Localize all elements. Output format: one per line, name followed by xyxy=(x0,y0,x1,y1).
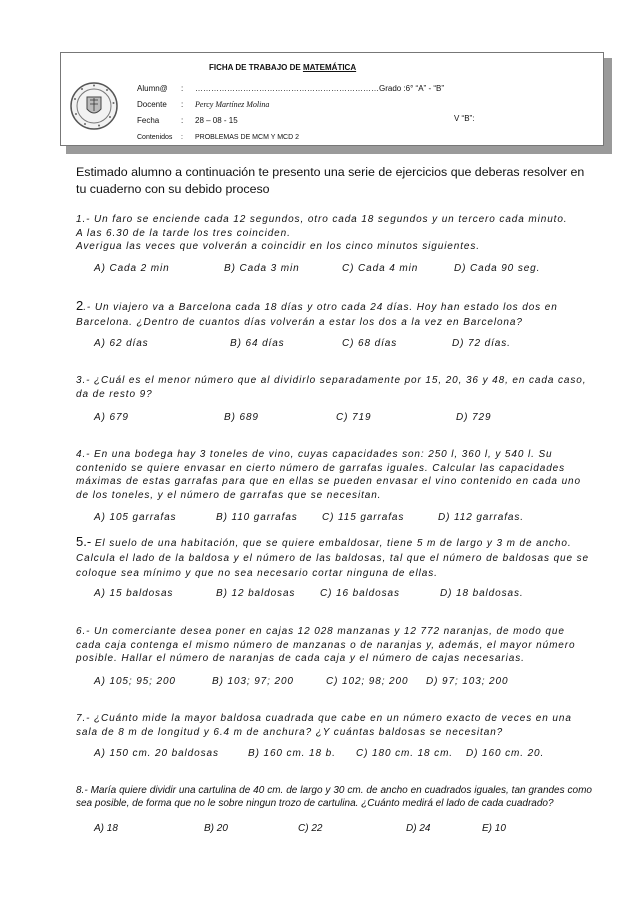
header-card xyxy=(60,52,604,146)
q1-option-a: A) Cada 2 min xyxy=(94,263,170,274)
intro-text: Estimado alumno a continuación te presento una serie de ejercicios que deberas resolver en tu cuaderno con su debido proceso xyxy=(76,165,585,196)
student-value: ……………………………………………………………Grado :6° “A” - “B” xyxy=(195,84,444,93)
q3-option-a: A) 679 xyxy=(94,412,129,423)
q6-option-b: B) 103; 97; 200 xyxy=(212,676,294,687)
q7-option-b: B) 160 cm. 18 b. xyxy=(248,748,336,759)
teacher-value: Percy Martínez Molina xyxy=(195,100,270,109)
header-row-teacher: Docente : Percy Martínez Molina xyxy=(137,100,270,109)
question-2-number: 2 xyxy=(76,298,84,313)
worksheet-title xyxy=(209,63,356,72)
title-prefix: FICHA DE TRABAJO DE xyxy=(209,63,303,72)
q6-option-a: A) 105; 95; 200 xyxy=(94,676,176,687)
date-value: 28 – 08 - 15 xyxy=(195,116,238,125)
question-1 xyxy=(76,213,592,254)
question-7: 7.- ¿Cuánto mide la mayor baldosa cuadrada que cabe en un número exacto de veces en una sala de 8 m de longitud y 6.4 m de anchura? ¿Y cuántas baldosas se necesitan? xyxy=(76,713,572,738)
question-1-line-2: A las 6.30 de la tarde los tres coinciden. xyxy=(76,227,291,239)
question-4: 4.- En una bodega hay 3 toneles de vino, cuyas capacidades son: 250 l, 360 l, y 540 l. Su contenido se quiere envasar en cierto número de garrafas iguales. Calcular las capacidades máximas de estas garrafas para que en ellas se pueden envasar el vino contenido en cada uno de los toneles, y el número de garrafas que se necesitan. xyxy=(76,449,581,501)
q5-option-c: C) 16 baldosas xyxy=(320,588,400,599)
q4-option-a: A) 105 garrafas xyxy=(94,512,177,523)
header-row-date: Fecha : 28 – 08 - 15 xyxy=(137,116,238,125)
q4-option-c: C) 115 garrafas xyxy=(322,512,405,523)
title-subject: MATEMÁTICA xyxy=(302,63,357,72)
q3-option-d: D) 729 xyxy=(456,412,492,423)
question-1-line-3: Averigua las veces que volverán a coincidir en los cinco minutos siguientes. xyxy=(76,241,480,252)
question-1-line-1: 1.- Un faro se enciende cada 12 segundos, otro cada 18 segundos y un tercero cada minuto. xyxy=(76,214,568,225)
q3-option-c: C) 719 xyxy=(336,412,372,423)
header-row-contents: Contenidos : PROBLEMAS DE MCM Y MCD 2 xyxy=(137,134,299,141)
teacher-label: Docente xyxy=(137,100,167,109)
q1-option-b: B) Cada 3 min xyxy=(224,263,300,274)
question-6: 6.- Un comerciante desea poner en cajas 12 028 manzanas y 12 772 naranjas, de modo que cada caja contenga el mismo número de manzanas o de naranjas y, además, el mayor número posible. Hallar el número de naranjas de cada caja y el número de cajas necesarias. xyxy=(76,626,576,664)
q7-option-a: A) 150 cm. 20 baldosas xyxy=(94,748,219,759)
question-5-number: 5.- xyxy=(76,534,92,549)
q5-option-a: A) 15 baldosas xyxy=(94,588,174,599)
q8-option-e: E) 10 xyxy=(482,823,506,834)
q2-option-c: C) 68 días xyxy=(342,338,398,349)
q4-option-b: B) 110 garrafas xyxy=(216,512,298,523)
q2-option-d: D) 72 días. xyxy=(452,338,511,349)
q1-option-d: D) Cada 90 seg. xyxy=(454,263,541,274)
q2-option-b: B) 64 días xyxy=(230,338,285,349)
question-2-text: .- Un viajero va a Barcelona cada 18 días y otro cada 24 días. Hoy han estado los dos en Barcelona. ¿Dentro de cuantos días volverán a estar los dos a la vez en Barcelona? xyxy=(76,302,558,328)
question-2 xyxy=(76,298,592,330)
contents-value: PROBLEMAS DE MCM Y MCD 2 xyxy=(195,134,299,141)
q7-option-d: D) 160 cm. 20. xyxy=(466,748,545,759)
question-8: 8.- María quiere dividir una cartulina de 40 cm. de largo y 30 cm. de ancho en cuadrados iguales, tan grandes como sea posible, de forma que no le sobre ningun trozo de cartulina. ¿Cuánto medirá el lado de cada cuadrado? xyxy=(76,785,592,809)
q1-option-c: C) Cada 4 min xyxy=(342,263,419,274)
question-5 xyxy=(76,534,592,581)
header-row-student: Alumn@ : ……………………………………………………………Grado :6° “A” - “B” xyxy=(137,84,444,93)
q2-option-a: A) 62 días xyxy=(94,338,149,349)
q8-option-d: D) 24 xyxy=(406,823,431,834)
question-3: 3.- ¿Cuál es el menor número que al dividirlo separadamente por 15, 20, 36 y 48, en cada caso, da de resto 9? xyxy=(76,375,587,400)
q7-option-c: C) 180 cm. 18 cm. xyxy=(356,748,453,759)
school-seal-icon xyxy=(69,81,119,131)
section-label: V “B”: xyxy=(454,114,475,123)
q5-option-d: D) 18 baldosas. xyxy=(440,588,524,599)
date-label: Fecha xyxy=(137,116,160,125)
q6-option-c: C) 102; 98; 200 xyxy=(326,676,409,687)
q8-option-a: A) 18 xyxy=(94,823,118,834)
q4-option-d: D) 112 garrafas. xyxy=(438,512,524,523)
q6-option-d: D) 97; 103; 200 xyxy=(426,676,509,687)
q8-option-b: B) 20 xyxy=(204,823,228,834)
student-label: Alumn@ xyxy=(137,84,168,93)
q5-option-b: B) 12 baldosas xyxy=(216,588,296,599)
question-5-text: El suelo de una habitación, que se quiere embaldosar, tiene 5 m de largo y 3 m de ancho. Calcula el lado de la baldosa y el número de las baldosas, tal que el número de baldosas que se coloque sea mínimo y que no sea necesario cortar ninguna de ellas. xyxy=(76,538,589,579)
q8-option-c: C) 22 xyxy=(298,823,323,834)
contents-label: Contenidos xyxy=(137,134,173,141)
q3-option-b: B) 689 xyxy=(224,412,259,423)
